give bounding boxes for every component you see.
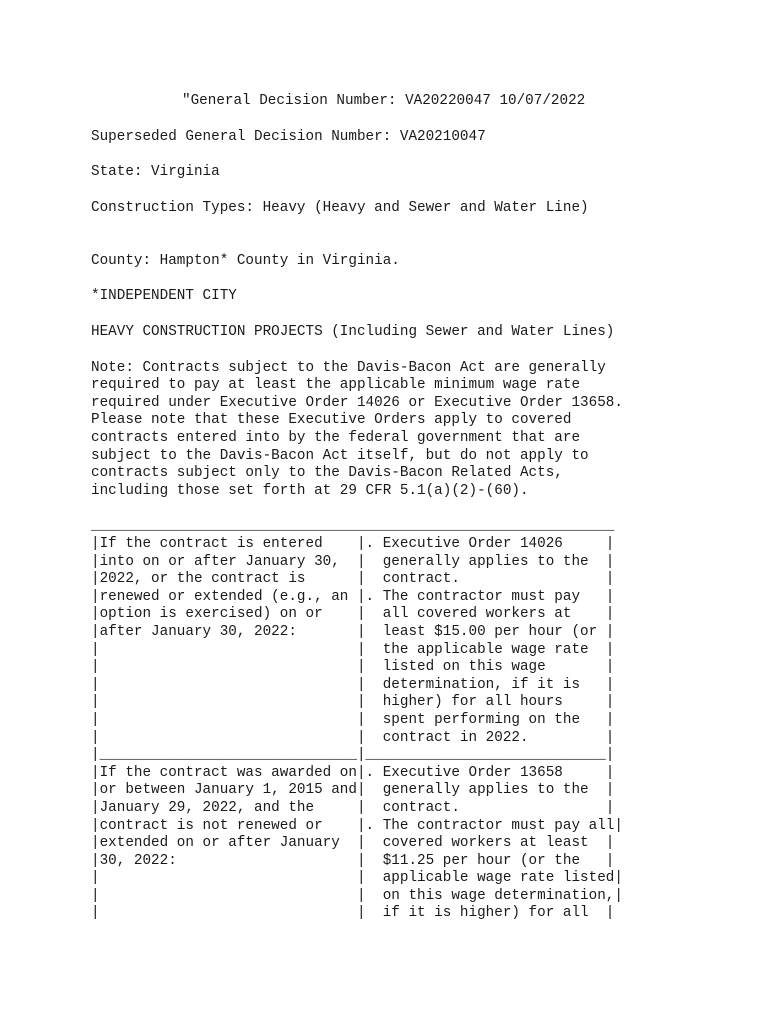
state-line: State: Virginia	[91, 164, 220, 181]
superseded-decision-number: Superseded General Decision Number: VA20210047	[91, 128, 486, 145]
general-decision-number: "General Decision Number: VA20220047 10/07/2022	[182, 93, 586, 109]
document-page	[91, 93, 761, 923]
executive-order-table: _____________________________________________________________ |If the contract is entered |. Executive Order 14026 | |into on or after January 30, | generally applies to the | |2022, or the contract is | contract. | |renewed or extended (e.g., an |. The contractor must pay | |option is exercised) on or | all covered workers at | |after January 30, 2022: | least $15.00 per hour (or | | | the applicable wage rate | | | listed on this wage | | | determination, if it is | | | higher) for all hours | | | spent performing on the | | | contract in 2022. | |______________________________|____________________________| |If the contract was awarded on|. Executive Order 13658 | |or between January 1, 2015 and| generally applies to the | |January 29, 2022, and the | contract. | |contract is not renewed or |. The contractor must pay all| |extended on or after January | covered workers at least | |30, 2022: | $11.25 per hour (or the | | | applicable wage rate listed| | | on this wage determination,| | | if it is higher) for all |	[91, 518, 623, 922]
county-line: County: Hampton* County in Virginia.	[91, 252, 400, 269]
executive-order-note: Note: Contracts subject to the Davis-Bacon Act are generally required to pay at least the applicable minimum wage rate required under Executive Order 14026 or Executive Order 13658. Please note that these Executive Orders apply to covered contracts entered into by the federal government that are subject to the Davis-Bacon Act itself, but do not apply to contracts subject only to the Davis-Bacon Related Acts, including those set forth at 29 CFR 5.1(a)(2)-(60).	[91, 359, 623, 499]
independent-city-note: *INDEPENDENT CITY	[91, 288, 237, 305]
project-heading: HEAVY CONSTRUCTION PROJECTS (Including Sewer and Water Lines)	[91, 324, 615, 341]
construction-types-line: Construction Types: Heavy (Heavy and Sewer and Water Line)	[91, 199, 589, 216]
